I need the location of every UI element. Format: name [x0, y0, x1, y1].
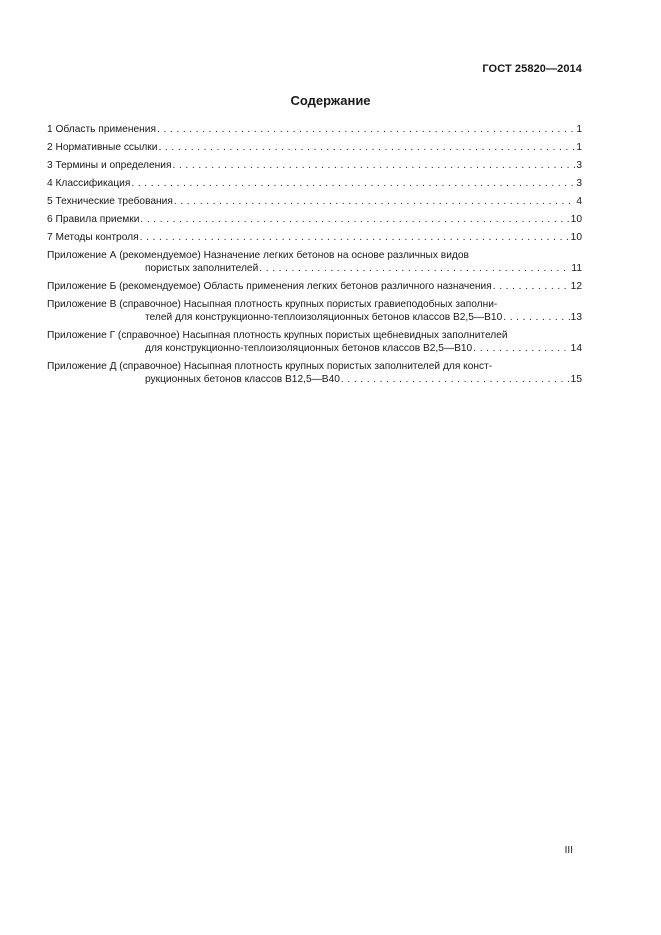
toc-entry-page: 14: [570, 343, 582, 354]
toc-entry-page: 10: [570, 232, 582, 243]
toc-appendix-title: Приложение В (справочное) Насыпная плотность крупных пористых гравиеподобных заполни-: [47, 299, 498, 310]
toc-entry-label: 4 Классификация: [47, 178, 131, 189]
toc-entry-label: 7 Методы контроля: [47, 232, 139, 243]
toc-entry-label: 3 Термины и определения: [47, 160, 172, 171]
toc-entry-7[interactable]: [47, 231, 582, 244]
page-number: III: [564, 845, 573, 856]
toc-appendix-v[interactable]: [47, 298, 582, 324]
toc-entry-label: 2 Нормативные ссылки: [47, 142, 158, 153]
toc-appendix-d[interactable]: [47, 360, 582, 386]
toc-appendix-title-cont: телей для конструкционно-теплоизоляционных бетонов классов B2,5—B10: [145, 312, 503, 323]
dot-leader: [140, 213, 569, 226]
toc-appendix-b[interactable]: [47, 280, 582, 293]
toc-entry-4[interactable]: [47, 177, 582, 190]
dot-leader: [174, 195, 575, 208]
toc-appendix-title: Приложение Г (справочное) Насыпная плотность крупных пористых щебневидных заполнителей: [47, 330, 508, 341]
toc-entry-3[interactable]: [47, 159, 582, 172]
dot-leader: [172, 159, 575, 172]
dot-leader: [158, 141, 575, 154]
toc-entry-page: 15: [570, 374, 582, 385]
toc-entry-5[interactable]: [47, 195, 582, 208]
toc-entry-1[interactable]: [47, 123, 582, 136]
toc-entry-page: 4: [576, 196, 582, 207]
toc-entry-page: 1: [576, 124, 582, 135]
dot-leader: [131, 177, 575, 190]
toc-entry-2[interactable]: [47, 141, 582, 154]
toc-entry-page: 3: [576, 178, 582, 189]
toc-entry-page: 11: [571, 263, 582, 274]
toc-entry-page: 13: [570, 312, 582, 323]
toc-entry-6[interactable]: [47, 213, 582, 226]
toc-appendix-title-cont: для конструкционно-теплоизоляционных бетонов классов B2,5—B10: [145, 343, 473, 354]
toc-entry-page: 10: [570, 214, 582, 225]
toc-entry-page: 12: [570, 281, 582, 292]
toc-entry-page: 1: [576, 142, 582, 153]
toc-entry-label: 1 Область применения: [47, 124, 156, 135]
dot-leader: [140, 231, 570, 244]
toc-appendix-title: Приложение Д (справочное) Насыпная плотность крупных пористых заполнителей для конст-: [47, 361, 493, 372]
toc-entry-label: 5 Технические требования: [47, 196, 173, 207]
dot-leader: [503, 311, 569, 324]
toc-title: Содержание: [290, 93, 371, 108]
dot-leader: [341, 373, 570, 386]
dot-leader: [259, 262, 570, 275]
toc-entry-label: 6 Правила приемки: [47, 214, 140, 225]
toc-appendix-a[interactable]: [47, 249, 582, 275]
toc-appendix-title: Приложение Б (рекомендуемое) Область применения легких бетонов различного назначения: [47, 281, 492, 292]
toc-appendix-g[interactable]: [47, 329, 582, 355]
dot-leader: [157, 123, 575, 136]
dot-leader: [473, 342, 569, 355]
toc-appendix-title: Приложение А (рекомендуемое) Назначение легких бетонов на основе различных видов: [47, 250, 469, 261]
toc-appendix-title-cont: рукционных бетонов классов B12,5—B40: [145, 374, 340, 385]
table-of-contents: [47, 123, 582, 391]
dot-leader: [493, 280, 570, 293]
document-code: ГОСТ 25820—2014: [482, 63, 582, 75]
toc-entry-page: 3: [576, 160, 582, 171]
toc-appendix-title-cont: пористых заполнителей: [145, 263, 259, 274]
